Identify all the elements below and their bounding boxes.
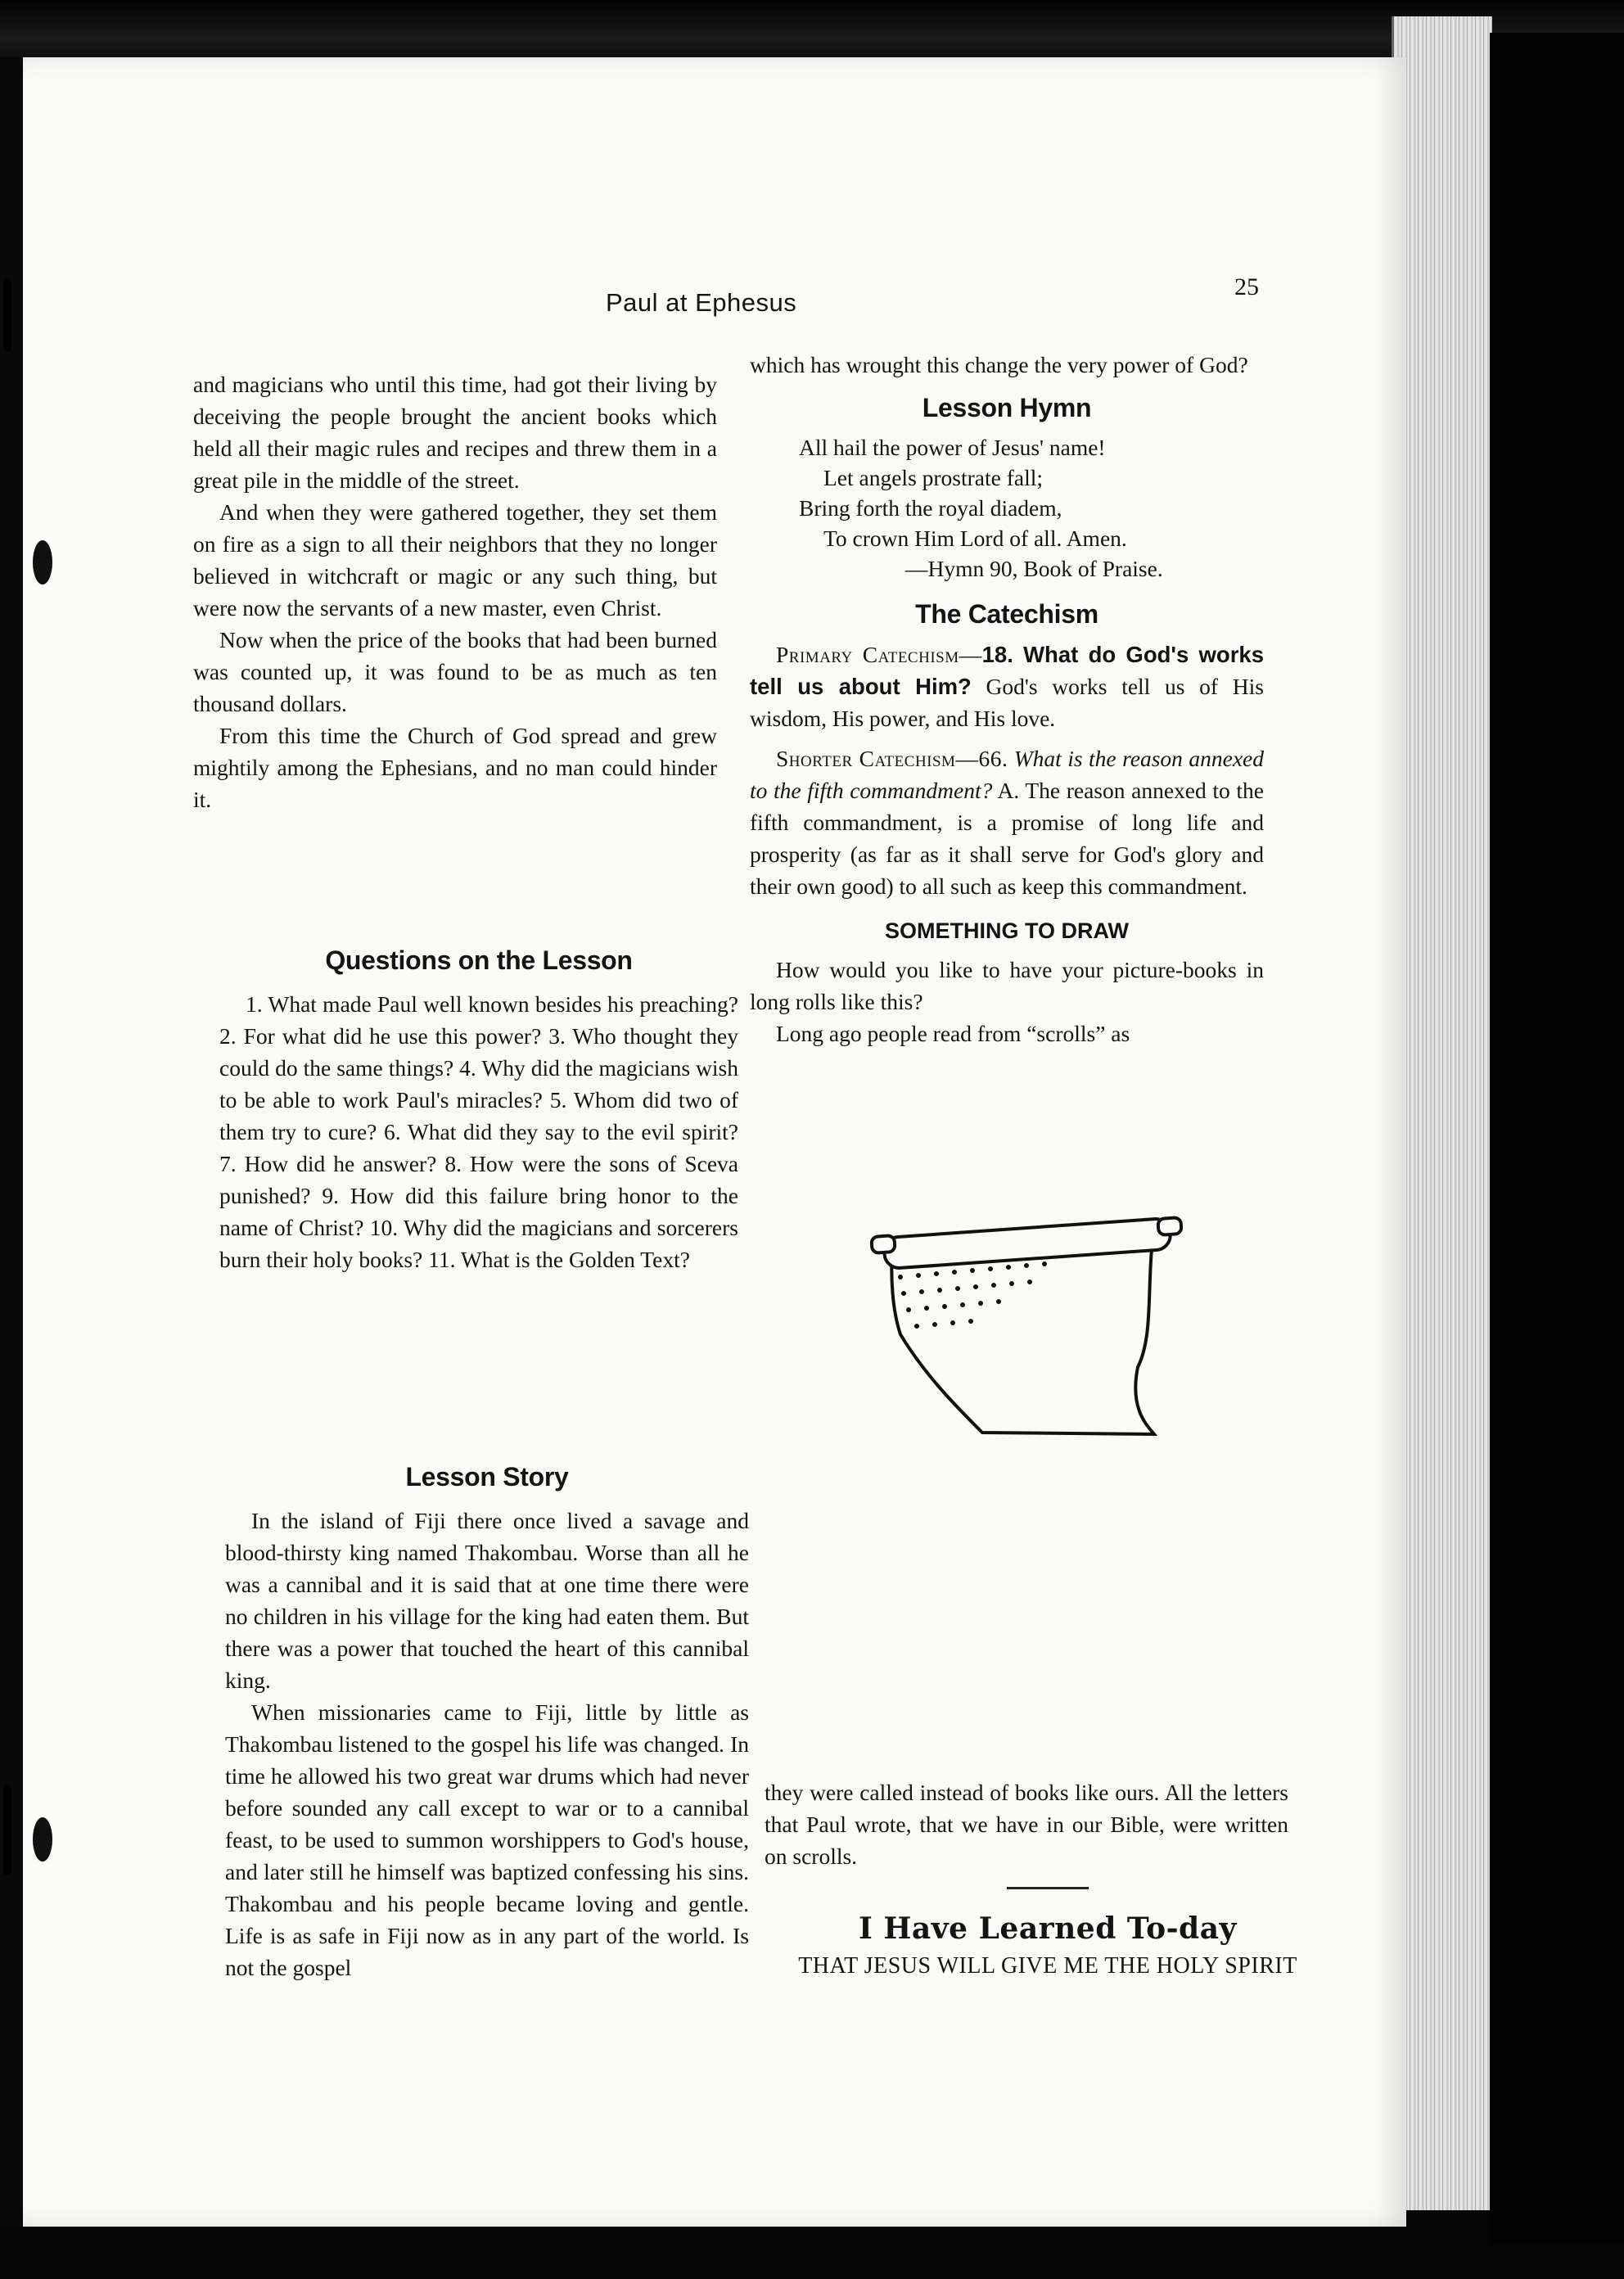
- questions-section: [219, 945, 738, 1275]
- questions-text: 1. What made Paul well known besides his preaching? 2. For what did he use this power? 3. Who thought they could do the same things? 4. Why did the magicians wish to be able to work Paul's miracles? 5. Whom did two of them try to cure? 6. What did they say to the evil spirit? 7. How did he answer? 8. How were the sons of Sceva punished? 9. How did this failure bring honor to the name of Christ? 10. Why did the magicians and sorcerers burn their holy books? 11. What is the Golden Text?: [219, 991, 738, 1272]
- story-section: [225, 1461, 749, 1983]
- learned-text: THAT JESUS WILL GIVE ME THE HOLY SPIRIT: [798, 1953, 1297, 1979]
- scroll-roller-end: [1157, 1217, 1181, 1235]
- hymn-attribution: —Hymn 90, Book of Praise.: [905, 556, 1163, 581]
- paragraph: And when they were gathered together, they set them on fire as a sign to all their neighbors that they no longer believed in witchcraft or magic or any such thing, but were now the servants of a new master, even Christ.: [193, 499, 717, 621]
- shorter-catechism: [750, 742, 1264, 902]
- hymn-heading: Lesson Hymn: [922, 393, 1092, 422]
- book-page-edges: [1392, 16, 1492, 2210]
- divider-rule: [1007, 1887, 1089, 1889]
- paragraph: When missionaries came to Fiji, little by little as Thakombau listened to the gospel his life was changed. In time he allowed his two great war drums which had never before sounded any call except to war or to a cannibal feast, to be used to summon worshippers to God's house, and later still he himself was baptized confessing his sins. Thakombau and his people became loving and gentle. Life is as safe in Fiji now as in any part of the world. Is not the gospel: [225, 1699, 749, 1980]
- paragraph: Now when the price of the books that had been burned was counted up, it was found to be as much as ten thousand dollars.: [193, 627, 717, 716]
- hymn-line: All hail the power of Jesus' name!: [799, 435, 1106, 460]
- shorter-catechism-question: What is the reason annexed to the fifth commandment?: [750, 746, 1264, 803]
- scan-top-edge: [0, 0, 1624, 65]
- draw-heading: SOMETHING TO DRAW: [884, 918, 1129, 943]
- running-title: Paul at Ephesus: [606, 288, 797, 317]
- hymn-line: To crown Him Lord of all. Amen.: [823, 526, 1127, 551]
- primary-catechism-question: 18. What do God's works tell us about Him?: [750, 642, 1264, 699]
- scan-right-edge: [1490, 33, 1624, 2243]
- hymn-line: Let angels prostrate fall;: [823, 465, 1044, 490]
- scroll-illustration: [868, 1212, 1211, 1457]
- binding-hole: [33, 540, 52, 584]
- primary-catechism-answer: God's works tell us of His wisdom, His power, and His love.: [750, 674, 1264, 731]
- draw-paragraph: Long ago people read from “scrolls” as: [776, 1021, 1130, 1046]
- draw-paragraph: they were called instead of books like ours. All the letters that Paul wrote, that we have in our Bible, were written on scrolls.: [765, 1780, 1288, 1869]
- binding-hole: [33, 1817, 52, 1862]
- binding-mark: [3, 278, 11, 352]
- right-column: [750, 349, 1264, 1049]
- learned-heading: I Have Learned To-day: [859, 1911, 1237, 1946]
- left-column-intro: [193, 368, 717, 815]
- draw-continuation: [765, 1776, 1288, 1872]
- shorter-catechism-answer: A. The reason annexed to the fifth commandment, is a promise of long life and prosperity (as far as it shall serve for God's glory and their own good) to all such as keep this commandment.: [750, 778, 1264, 899]
- hymn-verse: [750, 432, 1264, 584]
- shorter-catechism-label: Shorter Catechism—66.: [776, 746, 1008, 771]
- paragraph: and magicians who until this time, had got their living by deceiving the people brought the ancient books which held all their magic rules and recipes and threw them in a great pile in the middle of the street.: [193, 372, 717, 493]
- binding-mark: [3, 1785, 11, 1875]
- scroll-roller-end: [871, 1235, 895, 1253]
- hymn-line: Bring forth the royal diadem,: [799, 495, 1062, 521]
- scan-left-edge: [0, 57, 25, 2227]
- continuation-text: which has wrought this change the very power of God?: [750, 352, 1248, 377]
- paragraph: From this time the Church of God spread and grew mightily among the Ephesians, and no man could hinder it.: [193, 723, 717, 812]
- primary-catechism-label: Primary Catechism—: [776, 642, 982, 667]
- paragraph: In the island of Fiji there once lived a savage and blood-thirsty king named Thakombau. Worse than all he was a cannibal and it is said that at one time there were no children in his village for the king had eaten them. But there was a power that touched the heart of this cannibal king.: [225, 1508, 749, 1693]
- draw-paragraph: How would you like to have your picture-books in long rolls like this?: [750, 957, 1264, 1014]
- story-heading: Lesson Story: [405, 1462, 569, 1492]
- catechism-heading: The Catechism: [915, 599, 1098, 629]
- primary-catechism: [750, 639, 1264, 734]
- questions-heading: Questions on the Lesson: [325, 945, 633, 975]
- learned-today-box: [769, 1911, 1326, 1982]
- page-number: 25: [1234, 273, 1259, 300]
